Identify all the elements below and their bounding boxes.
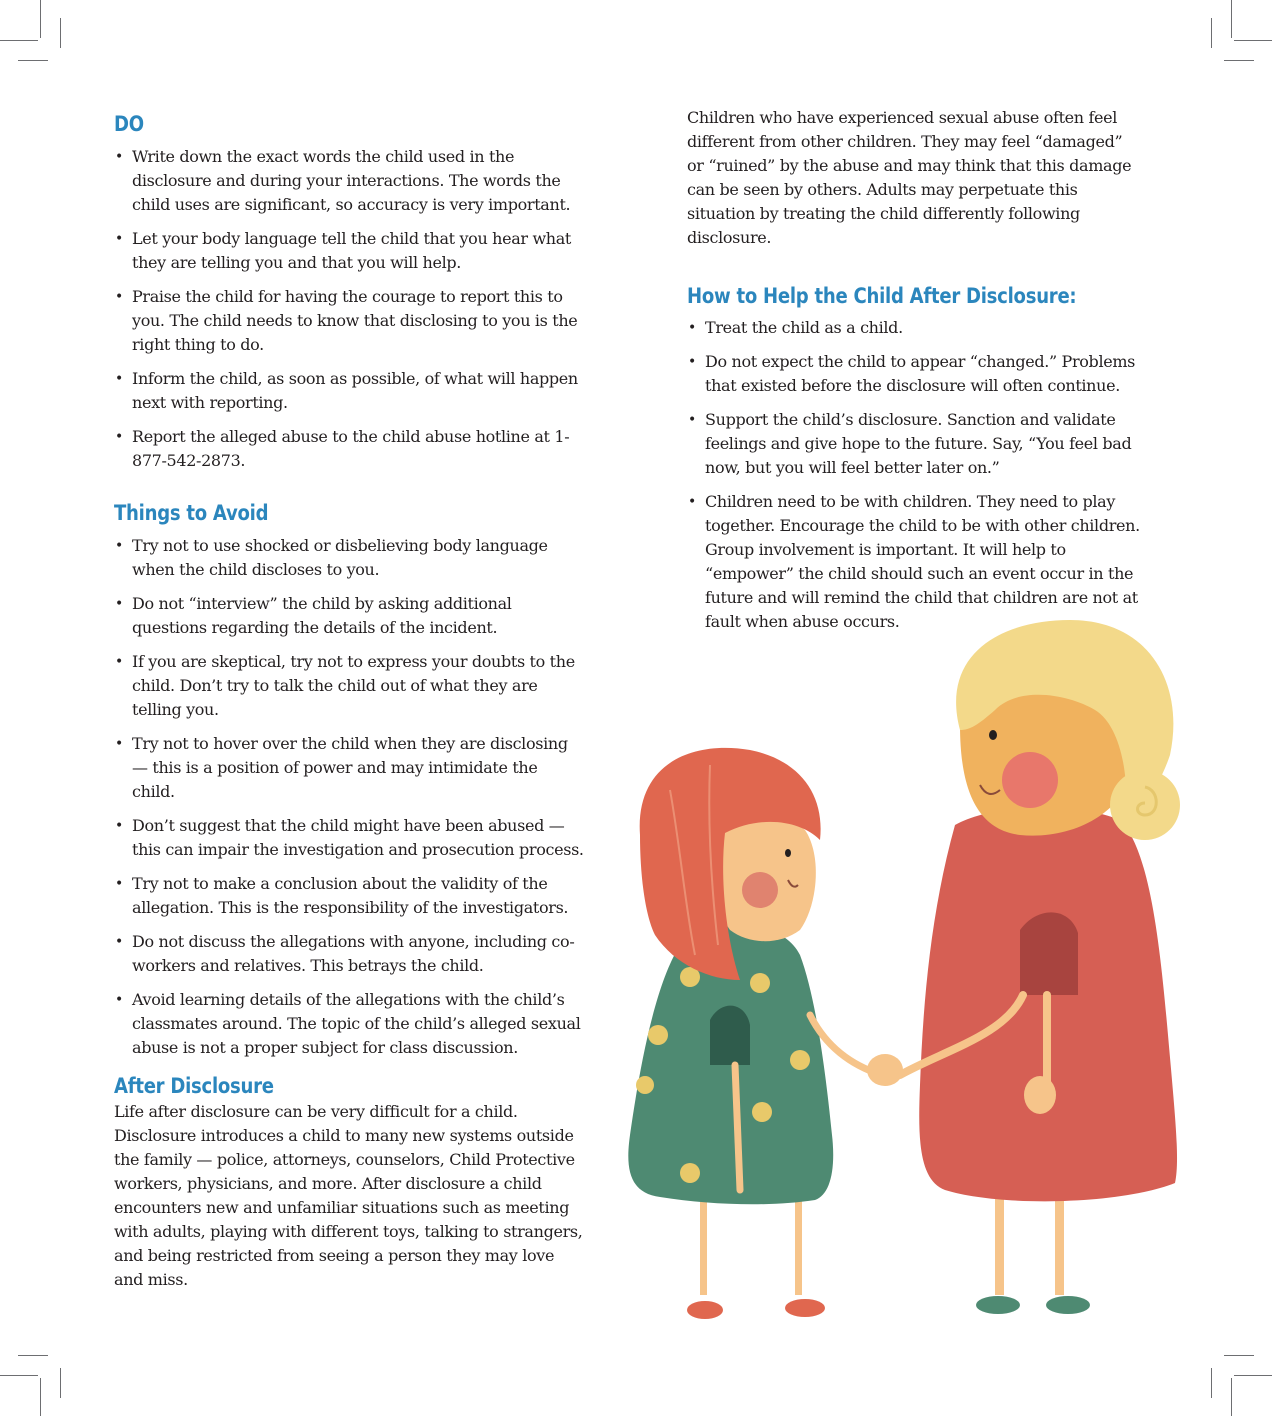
crop-mark <box>1211 1368 1212 1398</box>
adult-sleeve <box>1020 912 1078 995</box>
list-item: • Children need to be with children. They need to play together. Encourage the child to be with other children. Group involvement is important. It will help to “empower” the child should such an event occur in the future and will remind the child that children are not at fault when abuse occurs. <box>687 490 1142 634</box>
crop-mark <box>1234 40 1272 41</box>
list-item: • Support the child’s disclosure. Sanction and validate feelings and give hope to the future. Say, “You feel bad now, but you will feel better later on.” <box>687 408 1142 480</box>
adult-hair-bun <box>1110 770 1180 840</box>
list-item: • If you are skeptical, try not to express your doubts to the child. Don’t try to talk the child out of what they are telling you. <box>114 650 584 722</box>
crop-mark <box>40 1378 41 1416</box>
dress-dot <box>648 1025 668 1045</box>
intro-paragraph: Children who have experienced sexual abuse often feel different from other children. They may feel “damaged” or “ruined” by the abuse and may think that this damage can be seen by others. Adults may perpetuate this situation by treating the child differently following disclosure. <box>687 108 1132 247</box>
dress-dot <box>636 1076 654 1094</box>
how-to-help-heading: How to Help the Child After Disclosure: <box>687 284 1077 308</box>
list-item: • Report the alleged abuse to the child abuse hotline at 1-877-542-2873. <box>114 425 584 473</box>
adult-cheek <box>1002 752 1058 808</box>
list-item: • Praise the child for having the courage to report this to you. The child needs to know that disclosing to you is the right thing to do. <box>114 285 584 357</box>
list-item: • Treat the child as a child. <box>687 316 1142 340</box>
child-arm <box>735 1065 740 1190</box>
left-column <box>114 112 584 1292</box>
crop-mark <box>0 40 38 41</box>
dress-dot <box>752 1102 772 1122</box>
child-leg <box>795 1190 802 1295</box>
do-heading: DO <box>114 112 144 136</box>
joined-hands <box>867 1054 903 1086</box>
child-figure <box>628 748 903 1319</box>
child-shoe <box>687 1301 723 1319</box>
crop-mark <box>18 60 48 61</box>
crop-mark <box>1234 1375 1272 1376</box>
list-item: • Try not to make a conclusion about the validity of the allegation. This is the responsibility of the investigators. <box>114 872 584 920</box>
crop-mark <box>60 1368 61 1398</box>
right-column <box>687 106 1142 644</box>
do-list <box>114 145 584 473</box>
things-to-avoid-heading: Things to Avoid <box>114 501 269 525</box>
crop-mark <box>1211 18 1212 48</box>
crop-mark <box>1231 1378 1232 1416</box>
list-item: • Don’t suggest that the child might have been abused — this can impair the investigation and prosecution process. <box>114 814 584 862</box>
illustration-child-and-adult-holding-hands <box>600 615 1200 1335</box>
after-disclosure-paragraph: Life after disclosure can be very difficult for a child. Disclosure introduces a child to many new systems outside the family — police, attorneys, counselors, Child Protective workers, physicians, and more. After disclosure a child encounters new and unfamiliar situations such as meeting with adults, playing with different toys, talking to strangers, and being restricted from seeing a person they may love and miss. <box>114 1102 583 1289</box>
crop-mark <box>1224 1355 1254 1356</box>
child-sleeve <box>710 1006 750 1065</box>
crop-mark <box>18 1355 48 1356</box>
help-list <box>687 316 1142 634</box>
child-leg <box>700 1190 707 1295</box>
adult-shoe <box>976 1296 1020 1314</box>
crop-mark <box>40 0 41 38</box>
list-item: • Try not to hover over the child when they are disclosing — this is a position of power and may intimidate the child. <box>114 732 584 804</box>
dress-dot <box>750 973 770 993</box>
dress-dot <box>790 1050 810 1070</box>
adult-eye <box>989 730 997 740</box>
list-item: • Do not expect the child to appear “changed.” Problems that existed before the disclosure will often continue. <box>687 350 1142 398</box>
after-disclosure-heading: After Disclosure <box>114 1074 274 1098</box>
list-item: • Try not to use shocked or disbelieving body language when the child discloses to you. <box>114 534 584 582</box>
list-item: • Avoid learning details of the allegations with the child’s classmates around. The topic of the child’s alleged sexual abuse is not a proper subject for class discussion. <box>114 988 584 1060</box>
adult-hand <box>1024 1076 1056 1114</box>
crop-mark <box>0 1375 38 1376</box>
crop-mark <box>1231 0 1232 38</box>
list-item: • Let your body language tell the child that you hear what they are telling you and that you will help. <box>114 227 584 275</box>
child-eye <box>785 849 791 857</box>
list-item: • Do not discuss the allegations with anyone, including co-workers and relatives. This betrays the child. <box>114 930 584 978</box>
crop-mark <box>60 18 61 48</box>
list-item: • Inform the child, as soon as possible, of what will happen next with reporting. <box>114 367 584 415</box>
child-cheek <box>742 872 778 908</box>
avoid-list <box>114 534 584 1060</box>
crop-mark <box>1224 60 1254 61</box>
adult-shoe <box>1046 1296 1090 1314</box>
dress-dot <box>680 1163 700 1183</box>
list-item: • Do not “interview” the child by asking additional questions regarding the details of the incident. <box>114 592 584 640</box>
child-shoe <box>785 1299 825 1317</box>
list-item: • Write down the exact words the child used in the disclosure and during your interactions. The words the child uses are significant, so accuracy is very important. <box>114 145 584 217</box>
adult-figure <box>900 620 1180 1314</box>
